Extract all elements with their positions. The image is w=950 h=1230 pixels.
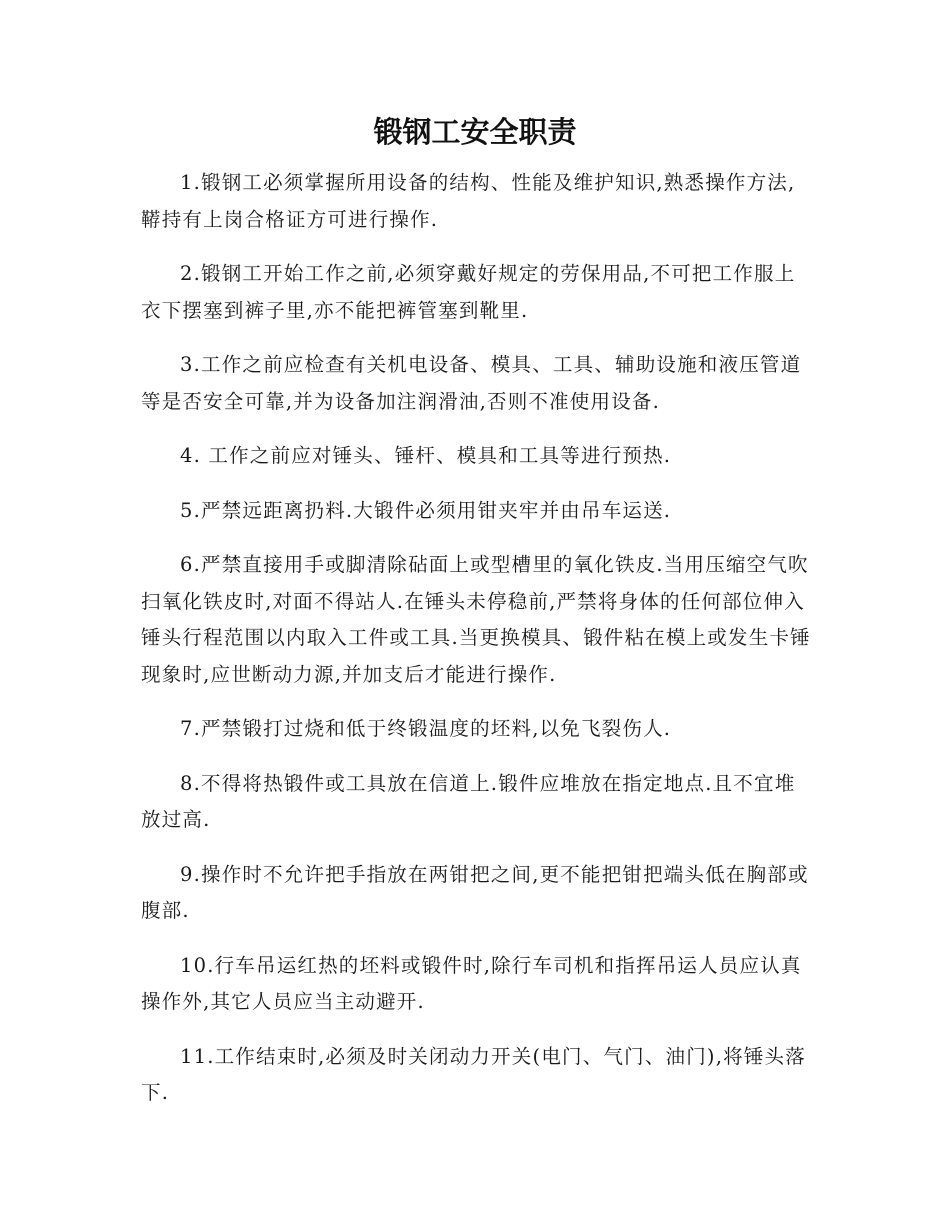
paragraph-1: 1.锻钢工必须掌握所用设备的结构、性能及维护知识,熟悉操作方法,鞯持有上岗合格证方可进行操作.	[141, 171, 796, 231]
paragraph-11: 11.工作结束时,必须及时关闭动力开关(电门、气门、油门),将锤头落下.	[141, 1044, 806, 1104]
paragraph-4: 4. 工作之前应对锤头、锤杆、模具和工具等进行预热.	[180, 444, 672, 467]
paragraph-7: 7.严禁锻打过烧和低于终锻温度的坯料,以免飞裂伤人.	[180, 717, 672, 740]
paragraph-8: 8.不得将热锻件或工具放在信道上.锻件应堆放在指定地点.且不宜堆放过高.	[141, 771, 796, 831]
paragraph-6: 6.严禁直接用手或脚清除砧面上或型槽里的氧化铁皮.当用压缩空气吹扫氧化铁皮时,对面不得站人.在锤头未停稳前,严禁将身体的任何部位伸入锤头行程范围以内取入工件或工具.当更换模具、锻件粘在模上或发生卡锤现象时,应世断动力源,并加支后才能进行操作.	[141, 553, 811, 686]
document-body	[141, 165, 811, 1130]
paragraph-3: 3.工作之前应检查有关机电设备、模具、工具、辅助设施和液压管道等是否安全可靠,并为设备加注润滑油,否则不准使用设备.	[141, 353, 802, 413]
document-title: 锻钢工安全职责	[373, 115, 577, 149]
paragraph-10: 10.行车吊运红热的坯料或锻件时,除行车司机和指挥吊运人员应认真操作外,其它人员应当主动避开.	[141, 953, 802, 1013]
paragraph-2: 2.锻钢工开始工作之前,必须穿戴好规定的劳保用品,不可把工作服上衣下摆塞到裤子里,亦不能把裤管塞到靴里.	[141, 262, 796, 322]
paragraph-9: 9.操作时不允许把手指放在两钳把之间,更不能把钳把端头低在胸部或腹部.	[141, 862, 809, 922]
paragraph-5: 5.严禁远距离扔料.大锻件必须用钳夹牢并由吊车运送.	[180, 498, 672, 522]
